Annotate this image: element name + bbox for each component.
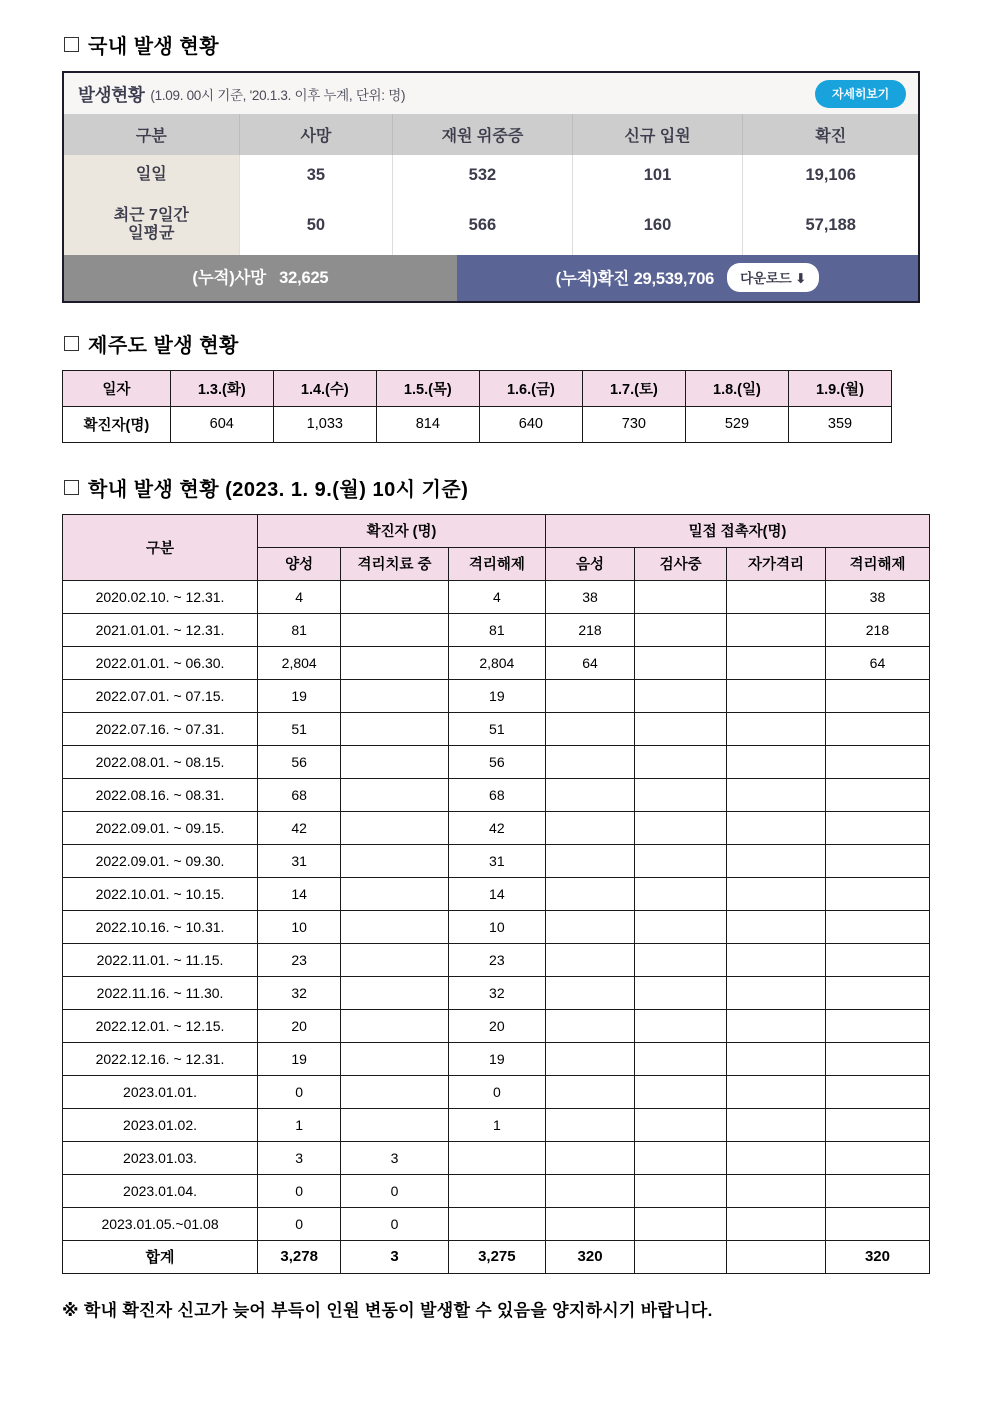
jeju-data-row <box>63 406 892 442</box>
banner-weekly-death: 50 <box>239 196 393 255</box>
school-cell-isolation-care <box>341 613 449 646</box>
school-cell-self-quarantine <box>727 1042 826 1075</box>
school-cell-isolation-released: 56 <box>448 745 545 778</box>
school-cell-period: 2022.08.16. ~ 08.31. <box>63 778 258 811</box>
table-row <box>63 943 930 976</box>
school-cell-negative <box>545 877 634 910</box>
school-cell-isolation-released: 20 <box>448 1009 545 1042</box>
jeju-col-0104: 1.4.(수) <box>273 370 376 406</box>
school-cell-contact-released <box>825 877 929 910</box>
empty-checkbox-icon <box>64 336 79 351</box>
school-cell-contact-released <box>825 1075 929 1108</box>
school-cell-period: 2020.02.10. ~ 12.31. <box>63 580 258 613</box>
school-cell-negative <box>545 811 634 844</box>
weekly-label-line2: 일평균 <box>128 225 175 243</box>
school-cell-testing <box>635 580 727 613</box>
school-cell-period: 2022.12.16. ~ 12.31. <box>63 1042 258 1075</box>
school-cell-contact-released: 64 <box>825 646 929 679</box>
school-cell-isolation-released: 19 <box>448 1042 545 1075</box>
detail-view-button[interactable]: 자세히보기 <box>815 80 906 108</box>
school-cell-isolation-care <box>341 646 449 679</box>
school-cell-contact-released <box>825 1207 929 1240</box>
school-cell-negative <box>545 844 634 877</box>
section-title-school: 학내 발생 현황 (2023. 1. 9.(월) 10시 기준) <box>88 478 469 501</box>
school-cell-isolation-released: 2,804 <box>448 646 545 679</box>
school-cell-positive: 32 <box>258 976 341 1009</box>
school-cell-isolation-released: 4 <box>448 580 545 613</box>
school-cell-negative <box>545 1174 634 1207</box>
school-cell-period: 2023.01.04. <box>63 1174 258 1207</box>
banner-daily-new-admission: 101 <box>572 155 743 196</box>
school-cell-period: 2023.01.03. <box>63 1141 258 1174</box>
section-heading-domestic <box>64 30 940 59</box>
school-cell-period: 2023.01.05.~01.08 <box>63 1207 258 1240</box>
school-cell-isolation-care: 0 <box>341 1207 449 1240</box>
jeju-daily-table <box>62 370 892 443</box>
school-cell-positive: 81 <box>258 613 341 646</box>
school-cell-contact-released <box>825 679 929 712</box>
kdca-status-banner <box>62 71 920 303</box>
table-row <box>63 1207 930 1240</box>
school-cell-period: 2022.07.01. ~ 07.15. <box>63 679 258 712</box>
school-cell-isolation-released: 81 <box>448 613 545 646</box>
school-cell-contact-released <box>825 745 929 778</box>
banner-col-severe: 재원 위중증 <box>393 114 572 155</box>
school-cell-self-quarantine <box>727 943 826 976</box>
banner-daily-severe: 532 <box>393 155 572 196</box>
school-group-contacts: 밀접 접촉자(명) <box>545 514 929 547</box>
school-cell-self-quarantine <box>727 1075 826 1108</box>
jeju-header-row <box>63 370 892 406</box>
school-cell-testing <box>635 712 727 745</box>
jeju-col-date-label: 일자 <box>63 370 171 406</box>
school-cell-testing <box>635 778 727 811</box>
jeju-col-0106: 1.6.(금) <box>479 370 582 406</box>
jeju-row-label: 확진자(명) <box>63 406 171 442</box>
school-cell-self-quarantine <box>727 679 826 712</box>
table-row <box>63 580 930 613</box>
school-cell-isolation-released: 68 <box>448 778 545 811</box>
table-row <box>63 1075 930 1108</box>
school-col-positive: 양성 <box>258 547 341 580</box>
school-cell-isolation-care <box>341 1075 449 1108</box>
school-cell-isolation-care <box>341 844 449 877</box>
school-col-self-quarantine: 자가격리 <box>727 547 826 580</box>
school-total-row <box>63 1240 930 1273</box>
school-cell-isolation-released: 31 <box>448 844 545 877</box>
school-cell-negative <box>545 1042 634 1075</box>
cumulative-death-block <box>64 255 457 301</box>
school-cell-contact-released <box>825 811 929 844</box>
jeju-col-0109: 1.9.(월) <box>788 370 891 406</box>
banner-stats-table <box>64 114 918 255</box>
jeju-value-0108: 529 <box>685 406 788 442</box>
school-cell-contact-released <box>825 910 929 943</box>
table-row <box>63 1108 930 1141</box>
weekly-label-line1: 최근 7일간 <box>113 207 189 224</box>
school-cell-positive: 31 <box>258 844 341 877</box>
school-cell-self-quarantine <box>727 910 826 943</box>
school-cell-period: 2023.01.02. <box>63 1108 258 1141</box>
section-heading-school <box>64 473 940 502</box>
school-cell-period: 2022.11.16. ~ 11.30. <box>63 976 258 1009</box>
banner-header <box>64 73 918 114</box>
school-cell-contact-released <box>825 844 929 877</box>
table-row <box>63 910 930 943</box>
school-cell-testing <box>635 976 727 1009</box>
jeju-value-0106: 640 <box>479 406 582 442</box>
school-cell-isolation-released: 42 <box>448 811 545 844</box>
school-cell-negative <box>545 910 634 943</box>
school-cell-positive: 68 <box>258 778 341 811</box>
school-cell-positive: 3,278 <box>258 1240 341 1273</box>
school-cell-positive: 3 <box>258 1141 341 1174</box>
school-cell-negative <box>545 1108 634 1141</box>
school-cell-positive: 2,804 <box>258 646 341 679</box>
section-title-jeju: 제주도 발생 현황 <box>88 334 239 357</box>
table-row <box>63 844 930 877</box>
school-cell-testing <box>635 877 727 910</box>
banner-col-confirmed: 확진 <box>743 114 918 155</box>
school-cell-self-quarantine <box>727 844 826 877</box>
banner-row-daily <box>64 155 918 196</box>
school-cell-isolation-released: 32 <box>448 976 545 1009</box>
download-button[interactable]: 다운로드 ⬇ <box>727 263 819 292</box>
school-cell-isolation-released: 1 <box>448 1108 545 1141</box>
school-cell-self-quarantine <box>727 811 826 844</box>
school-cell-isolation-care <box>341 943 449 976</box>
school-col-contact-isolation-released: 격리해제 <box>825 547 929 580</box>
school-cell-contact-released <box>825 943 929 976</box>
school-cell-testing <box>635 1141 727 1174</box>
school-col-testing: 검사중 <box>635 547 727 580</box>
school-cell-self-quarantine <box>727 1009 826 1042</box>
school-cell-contact-released: 320 <box>825 1240 929 1273</box>
school-cell-isolation-care <box>341 580 449 613</box>
school-cell-contact-released <box>825 1108 929 1141</box>
school-cell-isolation-released: 10 <box>448 910 545 943</box>
table-row <box>63 679 930 712</box>
school-cell-self-quarantine <box>727 1174 826 1207</box>
school-col-category: 구분 <box>63 514 258 580</box>
jeju-value-0104: 1,033 <box>273 406 376 442</box>
school-cell-positive: 19 <box>258 679 341 712</box>
school-cell-self-quarantine <box>727 877 826 910</box>
cumulative-confirmed-label: (누적)확진 <box>555 270 630 289</box>
school-cell-positive: 0 <box>258 1207 341 1240</box>
school-cell-negative <box>545 976 634 1009</box>
banner-col-category: 구분 <box>64 114 239 155</box>
school-cell-isolation-care: 3 <box>341 1240 449 1273</box>
school-cases-table <box>62 514 930 1274</box>
school-cell-self-quarantine <box>727 1207 826 1240</box>
school-group-confirmed: 확진자 (명) <box>258 514 546 547</box>
school-cell-positive: 0 <box>258 1075 341 1108</box>
empty-checkbox-icon <box>64 37 79 52</box>
school-cell-isolation-released: 51 <box>448 712 545 745</box>
school-cell-self-quarantine <box>727 712 826 745</box>
jeju-col-0105: 1.5.(목) <box>376 370 479 406</box>
school-cell-testing <box>635 1075 727 1108</box>
section-title-domestic: 국내 발생 현황 <box>88 36 220 58</box>
school-cell-isolation-care <box>341 811 449 844</box>
jeju-value-0105: 814 <box>376 406 479 442</box>
school-cell-isolation-care: 0 <box>341 1174 449 1207</box>
school-cell-isolation-released <box>448 1207 545 1240</box>
school-cell-isolation-care: 3 <box>341 1141 449 1174</box>
table-row <box>63 811 930 844</box>
banner-title: 발생현황 <box>78 84 145 105</box>
banner-footer <box>64 255 918 301</box>
school-cell-period: 2022.08.01. ~ 08.15. <box>63 745 258 778</box>
school-cell-isolation-released <box>448 1141 545 1174</box>
school-cell-self-quarantine <box>727 1108 826 1141</box>
school-cell-contact-released: 218 <box>825 613 929 646</box>
school-cell-period: 2022.09.01. ~ 09.15. <box>63 811 258 844</box>
banner-daily-confirmed: 19,106 <box>743 155 918 196</box>
jeju-col-0108: 1.8.(일) <box>685 370 788 406</box>
school-cell-positive: 4 <box>258 580 341 613</box>
school-cell-testing <box>635 1240 727 1273</box>
school-cell-positive: 19 <box>258 1042 341 1075</box>
banner-subtitle: (1.09. 00시 기준, '20.1.3. 이후 누계, 단위: 명) <box>150 88 406 103</box>
cumulative-confirmed-value: 29,539,706 <box>633 270 715 289</box>
school-cell-testing <box>635 745 727 778</box>
cumulative-death-label: (누적)사망 <box>192 268 266 287</box>
school-cell-negative <box>545 745 634 778</box>
table-row <box>63 1141 930 1174</box>
school-cell-contact-released <box>825 976 929 1009</box>
banner-header-row <box>64 114 918 155</box>
school-cell-testing <box>635 679 727 712</box>
school-cell-contact-released <box>825 1174 929 1207</box>
school-cell-self-quarantine <box>727 976 826 1009</box>
school-cell-testing <box>635 1108 727 1141</box>
school-cell-testing <box>635 1207 727 1240</box>
school-cell-positive: 20 <box>258 1009 341 1042</box>
school-cell-contact-released <box>825 712 929 745</box>
jeju-value-0109: 359 <box>788 406 891 442</box>
banner-daily-death: 35 <box>239 155 393 196</box>
school-cell-positive: 56 <box>258 745 341 778</box>
jeju-col-0103: 1.3.(화) <box>170 370 273 406</box>
school-cell-isolation-care <box>341 1009 449 1042</box>
banner-rowlabel-daily: 일일 <box>64 155 239 196</box>
school-cell-self-quarantine <box>727 1240 826 1273</box>
school-cell-isolation-care <box>341 712 449 745</box>
school-cell-isolation-care <box>341 877 449 910</box>
school-cell-testing <box>635 613 727 646</box>
school-cell-isolation-care <box>341 976 449 1009</box>
school-cell-negative: 218 <box>545 613 634 646</box>
table-row <box>63 613 930 646</box>
school-cell-negative: 38 <box>545 580 634 613</box>
school-cell-isolation-released: 0 <box>448 1075 545 1108</box>
school-cell-period: 2022.09.01. ~ 09.30. <box>63 844 258 877</box>
school-cell-positive: 51 <box>258 712 341 745</box>
school-col-isolation-released: 격리해제 <box>448 547 545 580</box>
school-col-in-isolation-care: 격리치료 중 <box>341 547 449 580</box>
school-cell-isolation-care <box>341 910 449 943</box>
banner-weekly-confirmed: 57,188 <box>743 196 918 255</box>
school-cell-testing <box>635 646 727 679</box>
school-cell-isolation-care <box>341 778 449 811</box>
table-row <box>63 1042 930 1075</box>
table-row <box>63 712 930 745</box>
table-row <box>63 778 930 811</box>
school-cell-period: 합계 <box>63 1240 258 1273</box>
school-cell-isolation-care <box>341 679 449 712</box>
school-cell-negative <box>545 712 634 745</box>
school-cell-period: 2022.10.01. ~ 10.15. <box>63 877 258 910</box>
jeju-col-0107: 1.7.(토) <box>582 370 685 406</box>
school-cell-period: 2022.07.16. ~ 07.31. <box>63 712 258 745</box>
banner-row-weekly-average <box>64 196 918 255</box>
school-cell-contact-released: 38 <box>825 580 929 613</box>
school-cell-period: 2023.01.01. <box>63 1075 258 1108</box>
school-cell-testing <box>635 844 727 877</box>
school-cell-testing <box>635 943 727 976</box>
school-cell-positive: 10 <box>258 910 341 943</box>
school-cell-negative <box>545 943 634 976</box>
cumulative-confirmed-text <box>556 265 715 289</box>
school-cell-negative: 320 <box>545 1240 634 1273</box>
school-cell-isolation-released: 19 <box>448 679 545 712</box>
school-cell-self-quarantine <box>727 580 826 613</box>
school-cell-testing <box>635 1174 727 1207</box>
cumulative-confirmed-block <box>457 255 918 301</box>
school-cell-isolation-released: 14 <box>448 877 545 910</box>
school-cell-contact-released <box>825 1009 929 1042</box>
school-cell-negative <box>545 778 634 811</box>
school-cell-negative <box>545 1009 634 1042</box>
school-cell-period: 2021.01.01. ~ 12.31. <box>63 613 258 646</box>
school-cell-self-quarantine <box>727 646 826 679</box>
table-row <box>63 646 930 679</box>
banner-col-new-admission: 신규 입원 <box>572 114 743 155</box>
school-cell-isolation-released: 3,275 <box>448 1240 545 1273</box>
school-cell-testing <box>635 910 727 943</box>
empty-checkbox-icon <box>64 480 79 495</box>
banner-weekly-severe: 566 <box>393 196 572 255</box>
school-cell-testing <box>635 811 727 844</box>
school-cell-period: 2022.10.16. ~ 10.31. <box>63 910 258 943</box>
school-cell-self-quarantine <box>727 745 826 778</box>
school-cell-contact-released <box>825 1042 929 1075</box>
banner-weekly-new-admission: 160 <box>572 196 743 255</box>
school-cell-positive: 23 <box>258 943 341 976</box>
school-cell-positive: 42 <box>258 811 341 844</box>
table-row <box>63 877 930 910</box>
school-cell-contact-released <box>825 778 929 811</box>
school-cell-isolation-care <box>341 1108 449 1141</box>
school-cell-negative <box>545 1141 634 1174</box>
jeju-value-0107: 730 <box>582 406 685 442</box>
school-cell-testing <box>635 1042 727 1075</box>
section-heading-jeju <box>64 329 940 358</box>
table-row <box>63 1174 930 1207</box>
school-header-group-row <box>63 514 930 547</box>
school-cell-self-quarantine <box>727 613 826 646</box>
school-cell-period: 2022.11.01. ~ 11.15. <box>63 943 258 976</box>
school-cell-period: 2022.12.01. ~ 12.15. <box>63 1009 258 1042</box>
school-cell-negative <box>545 1075 634 1108</box>
banner-rowlabel-weekly-average <box>64 196 239 255</box>
school-cell-isolation-care <box>341 745 449 778</box>
school-cell-positive: 14 <box>258 877 341 910</box>
school-cell-self-quarantine <box>727 1141 826 1174</box>
school-cell-positive: 1 <box>258 1108 341 1141</box>
school-cell-negative: 64 <box>545 646 634 679</box>
footer-note: ※ 학내 확진자 신고가 늦어 부득이 인원 변동이 발생할 수 있음을 양지하시기 바랍니다. <box>62 1300 713 1320</box>
table-row <box>63 1009 930 1042</box>
school-cell-period: 2022.01.01. ~ 06.30. <box>63 646 258 679</box>
table-row <box>63 976 930 1009</box>
school-cell-isolation-released: 23 <box>448 943 545 976</box>
jeju-value-0103: 604 <box>170 406 273 442</box>
school-table-body <box>63 580 930 1273</box>
table-row <box>63 745 930 778</box>
school-cell-self-quarantine <box>727 778 826 811</box>
school-cell-contact-released <box>825 1141 929 1174</box>
school-cell-testing <box>635 1009 727 1042</box>
school-cell-negative <box>545 1207 634 1240</box>
school-cell-isolation-released <box>448 1174 545 1207</box>
school-col-negative: 음성 <box>545 547 634 580</box>
school-cell-negative <box>545 679 634 712</box>
school-cell-positive: 0 <box>258 1174 341 1207</box>
school-cell-isolation-care <box>341 1042 449 1075</box>
cumulative-death-value: 32,625 <box>279 268 329 287</box>
banner-col-death: 사망 <box>239 114 393 155</box>
